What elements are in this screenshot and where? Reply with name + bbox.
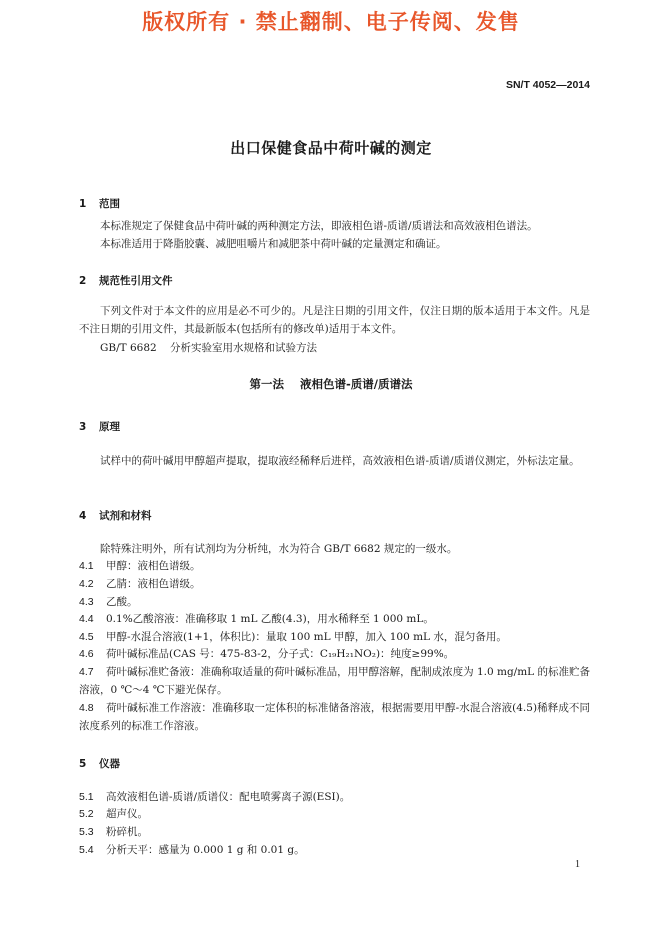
- item-text: 荷叶碱标准品(CAS 号：475-83-2，分子式：C₁₉H₂₁NO₂)：纯度≥99%。: [106, 648, 455, 660]
- section-heading-scope: [79, 196, 120, 211]
- normative-refs-paragraph: 下列文件对于本文件的应用是必不可少的。凡是注日期的引用文件，仅注日期的版本适用于本文件。凡是不注日期的引用文件，其最新版本(包括所有的修改单)适用于本文件。: [79, 305, 590, 335]
- item-text: 分析天平：感量为 0.000 1 g 和 0.01 g。: [106, 844, 305, 856]
- reagents-intro: 除特殊注明外，所有试剂均为分析纯，水为符合 GB/T 6682 规定的一级水。: [100, 543, 458, 555]
- item-number: 4.6: [79, 648, 94, 660]
- method-title: 第一法 液相色谱-质谱/质谱法: [249, 377, 413, 391]
- item-text: 0.1%乙酸溶液：准确移取 1 mL 乙酸(4.3)，用水稀释至 1 000 mL。: [106, 613, 434, 625]
- list-item: [79, 842, 590, 860]
- item-number: 4.2: [79, 578, 94, 590]
- list-item: [79, 576, 590, 594]
- section-number: 3: [79, 421, 87, 433]
- item-text: 乙酸。: [106, 596, 138, 608]
- item-number: 5.2: [79, 808, 94, 820]
- section-heading-normative-refs: [79, 273, 173, 288]
- item-number: 5.1: [79, 791, 94, 803]
- section-title: 仪器: [99, 758, 120, 770]
- section-title: 规范性引用文件: [99, 275, 173, 287]
- item-number: 4.4: [79, 613, 94, 625]
- section-heading-principle: [79, 419, 120, 434]
- list-item: [79, 611, 590, 629]
- scope-paragraph-1: 本标准规定了保健食品中荷叶碱的两种测定方法，即液相色谱-质谱/质谱法和高效液相色谱法。: [100, 220, 538, 232]
- principle-paragraph: 试样中的荷叶碱用甲醇超声提取，提取液经稀释后进样，高效液相色谱-质谱/质谱仪测定，外标法定量。: [100, 455, 580, 467]
- item-text: 甲醇：液相色谱级。: [106, 560, 201, 572]
- item-number: 5.4: [79, 844, 94, 856]
- section-title: 原理: [99, 421, 120, 433]
- item-number: 4.5: [79, 631, 94, 643]
- section-title: 范围: [99, 198, 120, 210]
- item-number: 5.3: [79, 826, 94, 838]
- section-number: 2: [79, 275, 87, 287]
- item-text: 甲醇-水混合溶液(1+1，体积比)：量取 100 mL 甲醇，加入 100 mL 水，混匀备用。: [106, 631, 507, 643]
- section-heading-reagents: [79, 508, 152, 523]
- scope-paragraph-2: 本标准适用于降脂胶囊、减肥咀嚼片和减肥茶中荷叶碱的定量测定和确证。: [100, 238, 447, 250]
- item-number: 4.3: [79, 596, 94, 608]
- list-item: [79, 789, 590, 807]
- item-text: 高效液相色谱-质谱/质谱仪：配电喷雾离子源(ESI)。: [106, 791, 351, 803]
- copyright-banner: 版权所有 · 禁止翻制、电子传阅、发售: [142, 10, 520, 34]
- list-item: [79, 664, 590, 699]
- standard-code: SN/T 4052—2014: [505, 79, 590, 91]
- page-number: 1: [575, 859, 580, 870]
- list-item: [79, 594, 590, 612]
- item-text: 荷叶碱标准贮备液：准确称取适量的荷叶碱标准品，用甲醇溶解，配制成浓度为 1.0 mg/mL 的标准贮备溶液，0 ℃～4 ℃下避光保存。: [79, 666, 590, 696]
- section-title: 试剂和材料: [99, 510, 152, 522]
- section-number: 1: [79, 198, 87, 210]
- list-item: [79, 824, 590, 842]
- section-number: 4: [79, 510, 87, 522]
- item-text: 超声仪。: [106, 808, 148, 820]
- item-number: 4.8: [79, 702, 94, 714]
- list-item: [79, 558, 590, 576]
- list-item: [79, 629, 590, 647]
- reference-gb-t-6682: GB/T 6682 分析实验室用水规格和试验方法: [100, 342, 318, 354]
- list-item: [79, 646, 590, 664]
- list-item: [79, 700, 590, 735]
- item-number: 4.1: [79, 560, 94, 572]
- list-item: [79, 806, 590, 824]
- item-text: 粉碎机。: [106, 826, 148, 838]
- section-heading-apparatus: [79, 756, 120, 771]
- item-text: 荷叶碱标准工作溶液：准确移取一定体积的标准储备溶液，根据需要用甲醇-水混合溶液(4.5)稀释成不同浓度系列的标准工作溶液。: [79, 702, 590, 732]
- item-number: 4.7: [79, 666, 94, 678]
- item-text: 乙腈：液相色谱级。: [106, 578, 201, 590]
- section-number: 5: [79, 758, 87, 770]
- document-title: 出口保健食品中荷叶碱的测定: [230, 139, 432, 157]
